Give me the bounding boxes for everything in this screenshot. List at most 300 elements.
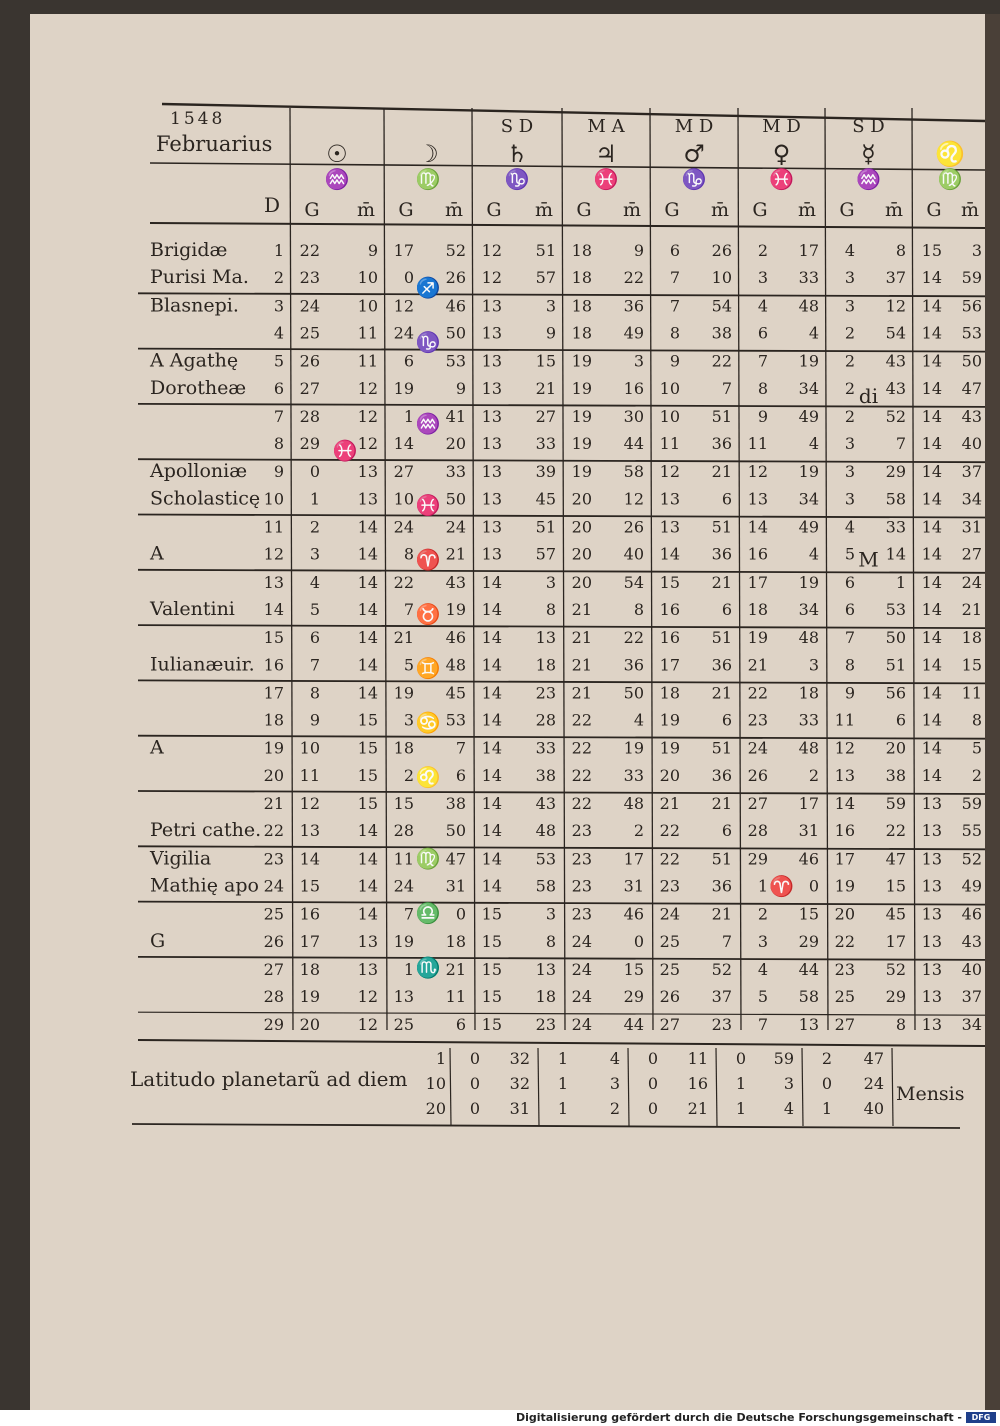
degree-value: 12 bbox=[659, 462, 680, 482]
degree-value: 20 bbox=[571, 517, 592, 537]
degree-value: 8 bbox=[669, 323, 680, 343]
degree-value: 13 bbox=[481, 544, 502, 564]
planet-symbol: ♀ bbox=[772, 140, 791, 168]
latitude-minute: 32 bbox=[509, 1074, 530, 1093]
degree-value: 14 bbox=[481, 572, 502, 592]
minute-value: 4 bbox=[633, 710, 644, 730]
minute-value: 29 bbox=[885, 987, 906, 1007]
degree-value: 14 bbox=[393, 434, 414, 454]
minute-value: 12 bbox=[623, 489, 644, 509]
saint-name: Vigilia bbox=[150, 847, 212, 870]
day-number: 26 bbox=[263, 931, 284, 951]
latitude-minute: 4 bbox=[783, 1099, 794, 1118]
degree-value: 2 bbox=[844, 351, 855, 371]
minute-value: 56 bbox=[961, 296, 982, 316]
degree-value: 27 bbox=[393, 462, 414, 482]
saint-name: Purisi Ma. bbox=[150, 266, 249, 289]
degree-value: 22 bbox=[299, 241, 320, 260]
day-column-label: D bbox=[263, 193, 280, 217]
aspect-heading: S D bbox=[852, 116, 885, 137]
day-number: 6 bbox=[273, 378, 284, 398]
day-number: 4 bbox=[273, 323, 284, 343]
minute-value: 9 bbox=[455, 378, 466, 398]
minute-value: 12 bbox=[357, 434, 378, 454]
degree-value: 1 bbox=[403, 406, 414, 426]
day-number: 15 bbox=[263, 628, 284, 648]
degree-value: 14 bbox=[921, 434, 942, 454]
minute-value: 50 bbox=[961, 351, 982, 371]
degree-value: 7 bbox=[757, 1015, 768, 1035]
minute-value: 51 bbox=[711, 517, 732, 537]
minute-value: 23 bbox=[711, 1015, 732, 1035]
minute-value: 8 bbox=[545, 931, 556, 951]
minute-value: 2 bbox=[633, 821, 644, 841]
degree-value: 19 bbox=[393, 683, 414, 703]
degree-value: 19 bbox=[659, 738, 680, 758]
latitude-minute: 3 bbox=[609, 1074, 620, 1093]
minute-value: 49 bbox=[798, 517, 819, 537]
degree-value: 18 bbox=[571, 296, 592, 316]
saint-name: Blasnepi. bbox=[150, 294, 239, 317]
degree-value: 29 bbox=[747, 849, 768, 869]
degree-value: 21 bbox=[747, 655, 768, 675]
minute-value: 21 bbox=[445, 959, 466, 979]
minute-value: 36 bbox=[623, 655, 644, 675]
degree-value: 12 bbox=[481, 241, 502, 260]
degree-value: 13 bbox=[921, 931, 942, 951]
degree-value: 28 bbox=[393, 821, 414, 841]
minute-value: 7 bbox=[455, 738, 466, 758]
latitude-label: Latitudo planetarũ ad diem bbox=[130, 1067, 408, 1091]
degree-value: 22 bbox=[571, 738, 592, 758]
minute-value: 48 bbox=[535, 821, 556, 841]
minute-value: 4 bbox=[808, 434, 819, 454]
degree-value: 7 bbox=[844, 628, 855, 648]
day-number: 11 bbox=[263, 517, 284, 537]
minute-value: 33 bbox=[623, 765, 644, 785]
degree-value: 19 bbox=[393, 378, 414, 398]
degree-value: 17 bbox=[834, 849, 855, 869]
degree-label: G bbox=[304, 199, 320, 221]
minute-value: 53 bbox=[445, 351, 466, 371]
minute-value: 13 bbox=[535, 959, 556, 979]
minute-value: 2 bbox=[808, 765, 819, 785]
degree-value: 12 bbox=[834, 738, 855, 758]
degree-value: 6 bbox=[757, 323, 768, 343]
minute-value: 43 bbox=[885, 378, 906, 398]
minute-value: 33 bbox=[535, 738, 556, 758]
minute-value: 31 bbox=[798, 821, 819, 841]
minute-value: 10 bbox=[357, 268, 378, 288]
minute-value: 22 bbox=[623, 628, 644, 648]
minute-value: 39 bbox=[535, 462, 556, 482]
degree-value: 3 bbox=[403, 710, 414, 730]
degree-value: 15 bbox=[481, 1015, 502, 1035]
minute-value: 18 bbox=[961, 628, 982, 648]
degree-value: 8 bbox=[844, 655, 855, 675]
minute-value: 40 bbox=[961, 434, 982, 454]
minute-value: 21 bbox=[711, 904, 732, 924]
minute-value: 14 bbox=[885, 544, 906, 564]
degree-value: 16 bbox=[659, 628, 680, 648]
degree-value: 16 bbox=[299, 904, 320, 924]
day-number: 27 bbox=[263, 959, 284, 979]
minute-value: 17 bbox=[623, 849, 644, 869]
degree-value: 20 bbox=[659, 765, 680, 785]
minute-value: 59 bbox=[885, 794, 906, 813]
minute-value: 52 bbox=[885, 959, 906, 979]
sign-change-marker: ♊ bbox=[415, 656, 441, 681]
degree-value: 23 bbox=[571, 849, 592, 869]
minute-value: 28 bbox=[535, 710, 556, 730]
degree-value: 13 bbox=[834, 765, 855, 785]
degree-value: 3 bbox=[757, 931, 768, 951]
minute-value: 34 bbox=[798, 489, 819, 509]
minute-value: 11 bbox=[961, 683, 982, 703]
degree-value: 18 bbox=[571, 241, 592, 260]
latitude-degree: 1 bbox=[557, 1049, 568, 1068]
minute-value: 46 bbox=[445, 628, 466, 648]
minute-value: 34 bbox=[961, 489, 982, 509]
degree-value: 14 bbox=[921, 462, 942, 482]
degree-value: 11 bbox=[393, 849, 414, 869]
degree-value: 13 bbox=[481, 323, 502, 343]
minute-value: 13 bbox=[798, 1015, 819, 1035]
minute-value: 33 bbox=[535, 434, 556, 454]
degree-value: 14 bbox=[481, 738, 502, 758]
minute-value: 40 bbox=[623, 544, 644, 564]
degree-value: 16 bbox=[659, 600, 680, 619]
day-number: 18 bbox=[263, 710, 284, 730]
degree-value: 14 bbox=[921, 600, 942, 619]
degree-value: 23 bbox=[571, 821, 592, 841]
minute-value: 7 bbox=[895, 434, 906, 454]
minute-value: 13 bbox=[535, 628, 556, 648]
minute-value: 38 bbox=[535, 765, 556, 785]
sign-change-marker: ♒ bbox=[415, 411, 441, 436]
degree-value: 15 bbox=[393, 794, 414, 813]
minute-value: 33 bbox=[798, 710, 819, 730]
degree-value: 7 bbox=[669, 296, 680, 316]
day-number: 9 bbox=[273, 462, 284, 482]
latitude-degree: 0 bbox=[469, 1074, 480, 1093]
degree-value: 3 bbox=[844, 296, 855, 316]
degree-value: 19 bbox=[299, 987, 320, 1007]
degree-value: 17 bbox=[659, 655, 680, 675]
degree-value: 13 bbox=[659, 517, 680, 537]
degree-value: 6 bbox=[403, 351, 414, 371]
degree-value: 15 bbox=[659, 572, 680, 592]
minute-value: 12 bbox=[357, 406, 378, 426]
saint-name: A bbox=[150, 736, 164, 759]
minute-label: m̄ bbox=[960, 199, 980, 221]
degree-value: 24 bbox=[393, 517, 414, 537]
degree-value: 25 bbox=[659, 959, 680, 979]
degree-value: 28 bbox=[747, 821, 768, 841]
degree-value: 14 bbox=[921, 489, 942, 509]
degree-value: 14 bbox=[921, 517, 942, 537]
minute-value: 46 bbox=[623, 904, 644, 924]
minute-value: 34 bbox=[798, 378, 819, 398]
degree-value: 14 bbox=[481, 655, 502, 675]
degree-value: 13 bbox=[921, 794, 942, 813]
minute-value: 21 bbox=[535, 378, 556, 398]
degree-value: 15 bbox=[481, 904, 502, 924]
minute-value: 6 bbox=[455, 1015, 466, 1035]
minute-value: 1 bbox=[895, 572, 906, 592]
planet-symbol: ☽ bbox=[417, 140, 439, 168]
latitude-degree: 1 bbox=[557, 1099, 568, 1118]
degree-value: 5 bbox=[757, 987, 768, 1007]
minute-value: 43 bbox=[961, 931, 982, 951]
degree-value: 24 bbox=[747, 738, 768, 758]
minute-value: 48 bbox=[798, 738, 819, 758]
minute-value: 6 bbox=[721, 489, 732, 509]
degree-value: 11 bbox=[299, 765, 320, 785]
minute-value: 18 bbox=[445, 931, 466, 951]
minute-value: 52 bbox=[885, 406, 906, 426]
minute-value: 15 bbox=[885, 876, 906, 896]
minute-value: 50 bbox=[445, 489, 466, 509]
degree-value: 19 bbox=[571, 434, 592, 454]
minute-value: 11 bbox=[357, 323, 378, 343]
latitude-degree: 0 bbox=[735, 1049, 746, 1068]
degree-value: 13 bbox=[921, 904, 942, 924]
latitude-degree: 0 bbox=[469, 1099, 480, 1118]
degree-label: G bbox=[752, 199, 768, 221]
degree-value: 8 bbox=[757, 378, 768, 398]
degree-value: 21 bbox=[571, 683, 592, 703]
minute-value: 20 bbox=[445, 434, 466, 454]
degree-value: 14 bbox=[921, 738, 942, 758]
minute-value: 8 bbox=[971, 710, 982, 730]
latitude-day: 1 bbox=[435, 1049, 446, 1068]
minute-label: m̄ bbox=[710, 199, 730, 221]
degree-value: 3 bbox=[844, 462, 855, 482]
minute-value: 19 bbox=[623, 738, 644, 758]
saint-name: Scholasticę bbox=[150, 487, 261, 510]
minute-value: 40 bbox=[961, 959, 982, 979]
day-number: 12 bbox=[263, 544, 284, 564]
minute-value: 38 bbox=[885, 765, 906, 785]
minute-value: 18 bbox=[798, 683, 819, 703]
degree-value: 19 bbox=[571, 378, 592, 398]
degree-value: 28 bbox=[299, 406, 320, 426]
minute-value: 34 bbox=[798, 600, 819, 619]
degree-value: 6 bbox=[844, 572, 855, 592]
degree-value: 20 bbox=[571, 544, 592, 564]
minute-value: 51 bbox=[535, 241, 556, 260]
zodiac-sign: ♒ bbox=[324, 167, 350, 191]
minute-value: 6 bbox=[455, 765, 466, 785]
minute-value: 51 bbox=[711, 406, 732, 426]
minute-value: 50 bbox=[885, 628, 906, 648]
day-number: 7 bbox=[273, 406, 284, 426]
minute-label: m̄ bbox=[356, 199, 376, 221]
degree-value: 22 bbox=[747, 683, 768, 703]
minute-value: 46 bbox=[798, 849, 819, 869]
degree-value: 13 bbox=[481, 489, 502, 509]
degree-value: 23 bbox=[747, 710, 768, 730]
sign-change-marker: ♉ bbox=[415, 601, 441, 626]
saint-name: Valentini bbox=[150, 598, 235, 620]
minute-value: 45 bbox=[885, 904, 906, 924]
sign-change-marker: ♍ bbox=[415, 846, 441, 871]
degree-value: 15 bbox=[481, 987, 502, 1007]
mensis-label: Mensis bbox=[896, 1083, 965, 1105]
minute-value: 8 bbox=[633, 600, 644, 619]
latitude-minute: 24 bbox=[863, 1074, 884, 1093]
minute-value: 41 bbox=[445, 406, 466, 426]
degree-value: 24 bbox=[299, 296, 320, 316]
degree-value: 14 bbox=[481, 710, 502, 730]
degree-value: 19 bbox=[393, 931, 414, 951]
minute-value: 31 bbox=[961, 517, 982, 537]
minute-value: 12 bbox=[357, 987, 378, 1007]
minute-value: 11 bbox=[445, 987, 466, 1007]
latitude-degree: 0 bbox=[469, 1049, 480, 1068]
minute-value: 48 bbox=[798, 296, 819, 316]
minute-value: 47 bbox=[961, 378, 982, 398]
degree-value: 23 bbox=[571, 876, 592, 896]
degree-value: 7 bbox=[669, 268, 680, 288]
minute-value: 51 bbox=[711, 628, 732, 648]
zodiac-sign: ♑ bbox=[681, 167, 707, 191]
saint-name: Mathię apo bbox=[150, 874, 259, 897]
minute-value: 48 bbox=[445, 655, 466, 675]
degree-value: 6 bbox=[669, 241, 680, 260]
day-number: 1 bbox=[273, 241, 284, 260]
minute-value: 53 bbox=[885, 600, 906, 619]
degree-value: 14 bbox=[921, 655, 942, 675]
degree-label: G bbox=[839, 199, 855, 221]
minute-value: 33 bbox=[798, 268, 819, 288]
planet-symbol: ☿ bbox=[861, 140, 876, 168]
latitude-minute: 11 bbox=[687, 1049, 708, 1068]
minute-value: 15 bbox=[798, 904, 819, 924]
degree-value: 22 bbox=[571, 794, 592, 813]
degree-value: 13 bbox=[921, 987, 942, 1007]
minute-value: 6 bbox=[721, 600, 732, 619]
degree-value: 9 bbox=[757, 406, 768, 426]
minute-value: 51 bbox=[711, 738, 732, 758]
minute-value: 43 bbox=[445, 572, 466, 592]
minute-value: 43 bbox=[885, 351, 906, 371]
minute-value: 48 bbox=[798, 628, 819, 648]
minute-value: 6 bbox=[721, 821, 732, 841]
minute-value: 43 bbox=[535, 794, 556, 813]
minute-value: 14 bbox=[357, 655, 378, 675]
minute-value: 44 bbox=[623, 434, 644, 454]
minute-value: 48 bbox=[623, 794, 644, 813]
degree-value: 10 bbox=[393, 489, 414, 509]
degree-value: 4 bbox=[309, 572, 320, 592]
minute-value: 4 bbox=[808, 323, 819, 343]
minute-value: 33 bbox=[445, 462, 466, 482]
degree-value: 18 bbox=[571, 268, 592, 288]
degree-value: 10 bbox=[299, 738, 320, 758]
minute-value: 24 bbox=[445, 517, 466, 537]
degree-value: 15 bbox=[481, 959, 502, 979]
degree-value: 14 bbox=[921, 323, 942, 343]
degree-value: 22 bbox=[659, 821, 680, 841]
degree-value: 24 bbox=[393, 876, 414, 896]
degree-value: 14 bbox=[481, 876, 502, 896]
degree-value: 5 bbox=[309, 600, 320, 619]
degree-value: 21 bbox=[571, 600, 592, 619]
minute-value: 53 bbox=[535, 849, 556, 869]
sign-change-marker: ♌ bbox=[415, 765, 441, 789]
degree-value: 14 bbox=[747, 517, 768, 537]
degree-value: 25 bbox=[834, 987, 855, 1007]
degree-value: 12 bbox=[299, 794, 320, 813]
minute-value: 26 bbox=[623, 517, 644, 537]
degree-value: 1 bbox=[309, 489, 320, 509]
degree-value: 2 bbox=[309, 517, 320, 537]
degree-value: 14 bbox=[481, 683, 502, 703]
minute-value: 51 bbox=[535, 517, 556, 537]
minute-value: 37 bbox=[961, 987, 982, 1007]
degree-value: 12 bbox=[747, 462, 768, 482]
minute-label: m̄ bbox=[797, 199, 817, 221]
degree-value: 14 bbox=[921, 572, 942, 592]
minute-value: 45 bbox=[445, 683, 466, 703]
minute-value: 51 bbox=[711, 849, 732, 869]
minute-value: 26 bbox=[445, 268, 466, 288]
latitude-day: 20 bbox=[425, 1099, 446, 1118]
minute-value: 37 bbox=[961, 462, 982, 482]
degree-value: 15 bbox=[299, 876, 320, 896]
degree-value: 14 bbox=[921, 378, 942, 398]
degree-value: 26 bbox=[659, 987, 680, 1007]
minute-value: 17 bbox=[798, 241, 819, 260]
degree-value: 14 bbox=[921, 268, 942, 288]
degree-value: 24 bbox=[571, 1015, 592, 1035]
minute-value: 52 bbox=[445, 241, 466, 260]
minute-value: 14 bbox=[357, 600, 378, 619]
minute-value: 14 bbox=[357, 628, 378, 648]
minute-value: 15 bbox=[623, 959, 644, 979]
minute-value: 0 bbox=[633, 931, 644, 951]
minute-value: 17 bbox=[885, 931, 906, 951]
minute-value: 9 bbox=[545, 323, 556, 343]
minute-value: 21 bbox=[711, 683, 732, 703]
degree-value: 7 bbox=[309, 655, 320, 675]
day-number: 25 bbox=[263, 904, 284, 924]
sign-change-marker: ♓ bbox=[332, 438, 358, 463]
sign-change-marker: ♋ bbox=[415, 710, 441, 735]
degree-value: 24 bbox=[571, 987, 592, 1007]
degree-value: 27 bbox=[659, 1015, 680, 1035]
minute-value: 54 bbox=[885, 323, 906, 343]
sign-change-marker: ♎ bbox=[415, 901, 441, 925]
degree-value: 13 bbox=[921, 959, 942, 979]
planet-symbol: ♃ bbox=[595, 140, 617, 168]
degree-value: 4 bbox=[757, 296, 768, 316]
minute-value: 36 bbox=[711, 544, 732, 564]
degree-value: 22 bbox=[834, 931, 855, 951]
minute-value: 46 bbox=[445, 296, 466, 316]
degree-value: 16 bbox=[747, 544, 768, 564]
degree-value: 14 bbox=[921, 765, 942, 785]
degree-value: 14 bbox=[921, 710, 942, 730]
minute-value: 56 bbox=[885, 683, 906, 703]
degree-value: 23 bbox=[659, 876, 680, 896]
minute-value: 19 bbox=[445, 600, 466, 619]
minute-value: 15 bbox=[357, 765, 378, 785]
degree-value: 13 bbox=[481, 378, 502, 398]
minute-label: m̄ bbox=[622, 199, 642, 221]
